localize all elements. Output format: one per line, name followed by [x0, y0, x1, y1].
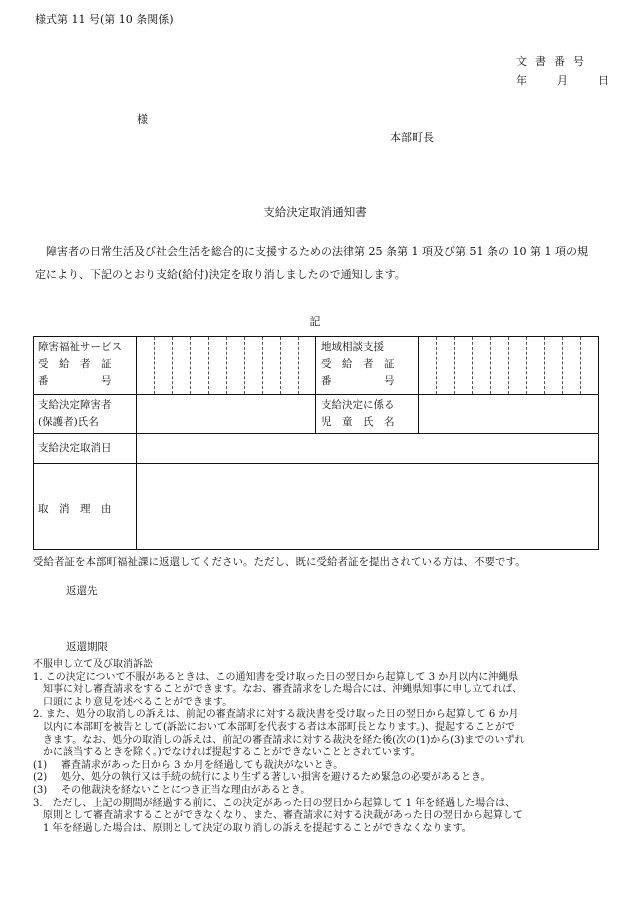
appeal-item: (3) その他裁決を経ないことにつき正当な理由があるとき。: [33, 784, 311, 796]
sender-name: 本部町長: [390, 131, 434, 144]
appeal-paragraph-3: 3. ただし、上記の期間が経過する前に、この決定があった日の翌日から起算して 1 年を経過した場合は、: [33, 797, 516, 809]
date-year: 年: [516, 74, 527, 87]
info-table: [33, 336, 599, 550]
return-note: 受給者証を本部町福祉課に返還してください。ただし、既に受給者証を提出されている方は、不要です。: [33, 556, 526, 568]
return-deadline-label: 返還期限: [66, 641, 108, 653]
service-cert-label: 障害福祉サービス 受 給 者 証 番 号: [38, 341, 122, 387]
ki-label: 記: [309, 315, 321, 328]
guardian-name-label: 支給決定障害者 (保護者)氏名: [38, 399, 112, 428]
return-to-label: 返還先: [66, 585, 98, 597]
notice-title: 支給決定取消通知書: [263, 205, 367, 219]
consult-cert-label: 地域相談支援 受 給 者 証 番 号: [321, 341, 395, 387]
date-day: 日: [598, 74, 609, 87]
appeal-section: 不服申し立て及び取消訴訟 1. この決定について不服があるときは、この通知書を受け取った日の翌日から起算して 3 か月以内に沖縄県 知事に対し審査請求をすることができます。なお、審査請求をした場合には、沖縄県知事に申し立てれば、 口頭により意見を述べることができます。 2. また、処分の取消しの訴えは、前記の審査請求に対する裁決書を受け取った日の翌日から起算して 6 か月 以内に本部町を被告として(訴訟において本部町を代表する者は本部町長となります。)、提起することがで きます。なお、処分の取消しの訴えは、前記の審査請求に対する裁決を経た後(次の(1)から(3)までのいずれ かに該当するときを除く。)でなければ提起することができないこととされています。 (1) 審査請求があった日から 3 か月を経過しても裁決がないとき。 (2) 処分、処分の執行又は手続の続行により生ずる著しい損害を避けるため緊急の必要があるとき。 (3) その他裁決を経ないことにつき正当な理由があるとき。 3. ただし、上記の期間が経過する前に、この決定があった日の翌日から起算して 1 年を経過した場合は、 原則として審査請求することができなくなり、また、審査請求に対する決裁があった日の翌日から起算して 1 年を経過した場合は、原則として決定の取り消しの訴えを提起することができなくなります。: [33, 659, 605, 835]
child-name-label: 支給決定に係る 児 童 氏 名: [321, 399, 395, 428]
cancel-date-label: 支給決定取消日: [38, 442, 112, 454]
notice-body: [35, 240, 603, 286]
date-month: 月: [557, 74, 568, 87]
document-number-label: 文書番号: [516, 55, 592, 68]
appeal-heading: 不服申し立て及び取消訴訟: [33, 659, 153, 670]
appeal-item: (1) 審査請求があった日から 3 か月を経過しても裁決がないとき。: [33, 759, 344, 771]
appeal-paragraph-1: 1. この決定について不服があるときは、この通知書を受け取った日の翌日から起算して 3 か月以内に沖縄県: [33, 671, 519, 683]
recipient-honorific: 様: [137, 113, 148, 126]
date-line: [516, 74, 609, 89]
appeal-paragraph-2: 2. また、処分の取消しの訴えは、前記の審査請求に対する裁決書を受け取った日の翌日から起算して 6 か月: [33, 709, 519, 721]
form-number: 様式第 11 号(第 10 条関係): [35, 13, 174, 26]
notice-body-line: 障害者の日常生活及び社会生活を総合的に支援するための法律第 25 条第 1 項及び第 51 条の 10 第 1 項の規: [46, 245, 588, 258]
cancel-reason-label: 取 消 理 由: [38, 503, 112, 515]
notice-body-line: 定により、下記のとおり支給(給付)決定を取り消しましたので通知します。: [35, 268, 406, 281]
appeal-item: (2) 処分、処分の執行又は手続の続行により生ずる著しい損害を避けるため緊急の必要があるとき。: [33, 772, 491, 784]
